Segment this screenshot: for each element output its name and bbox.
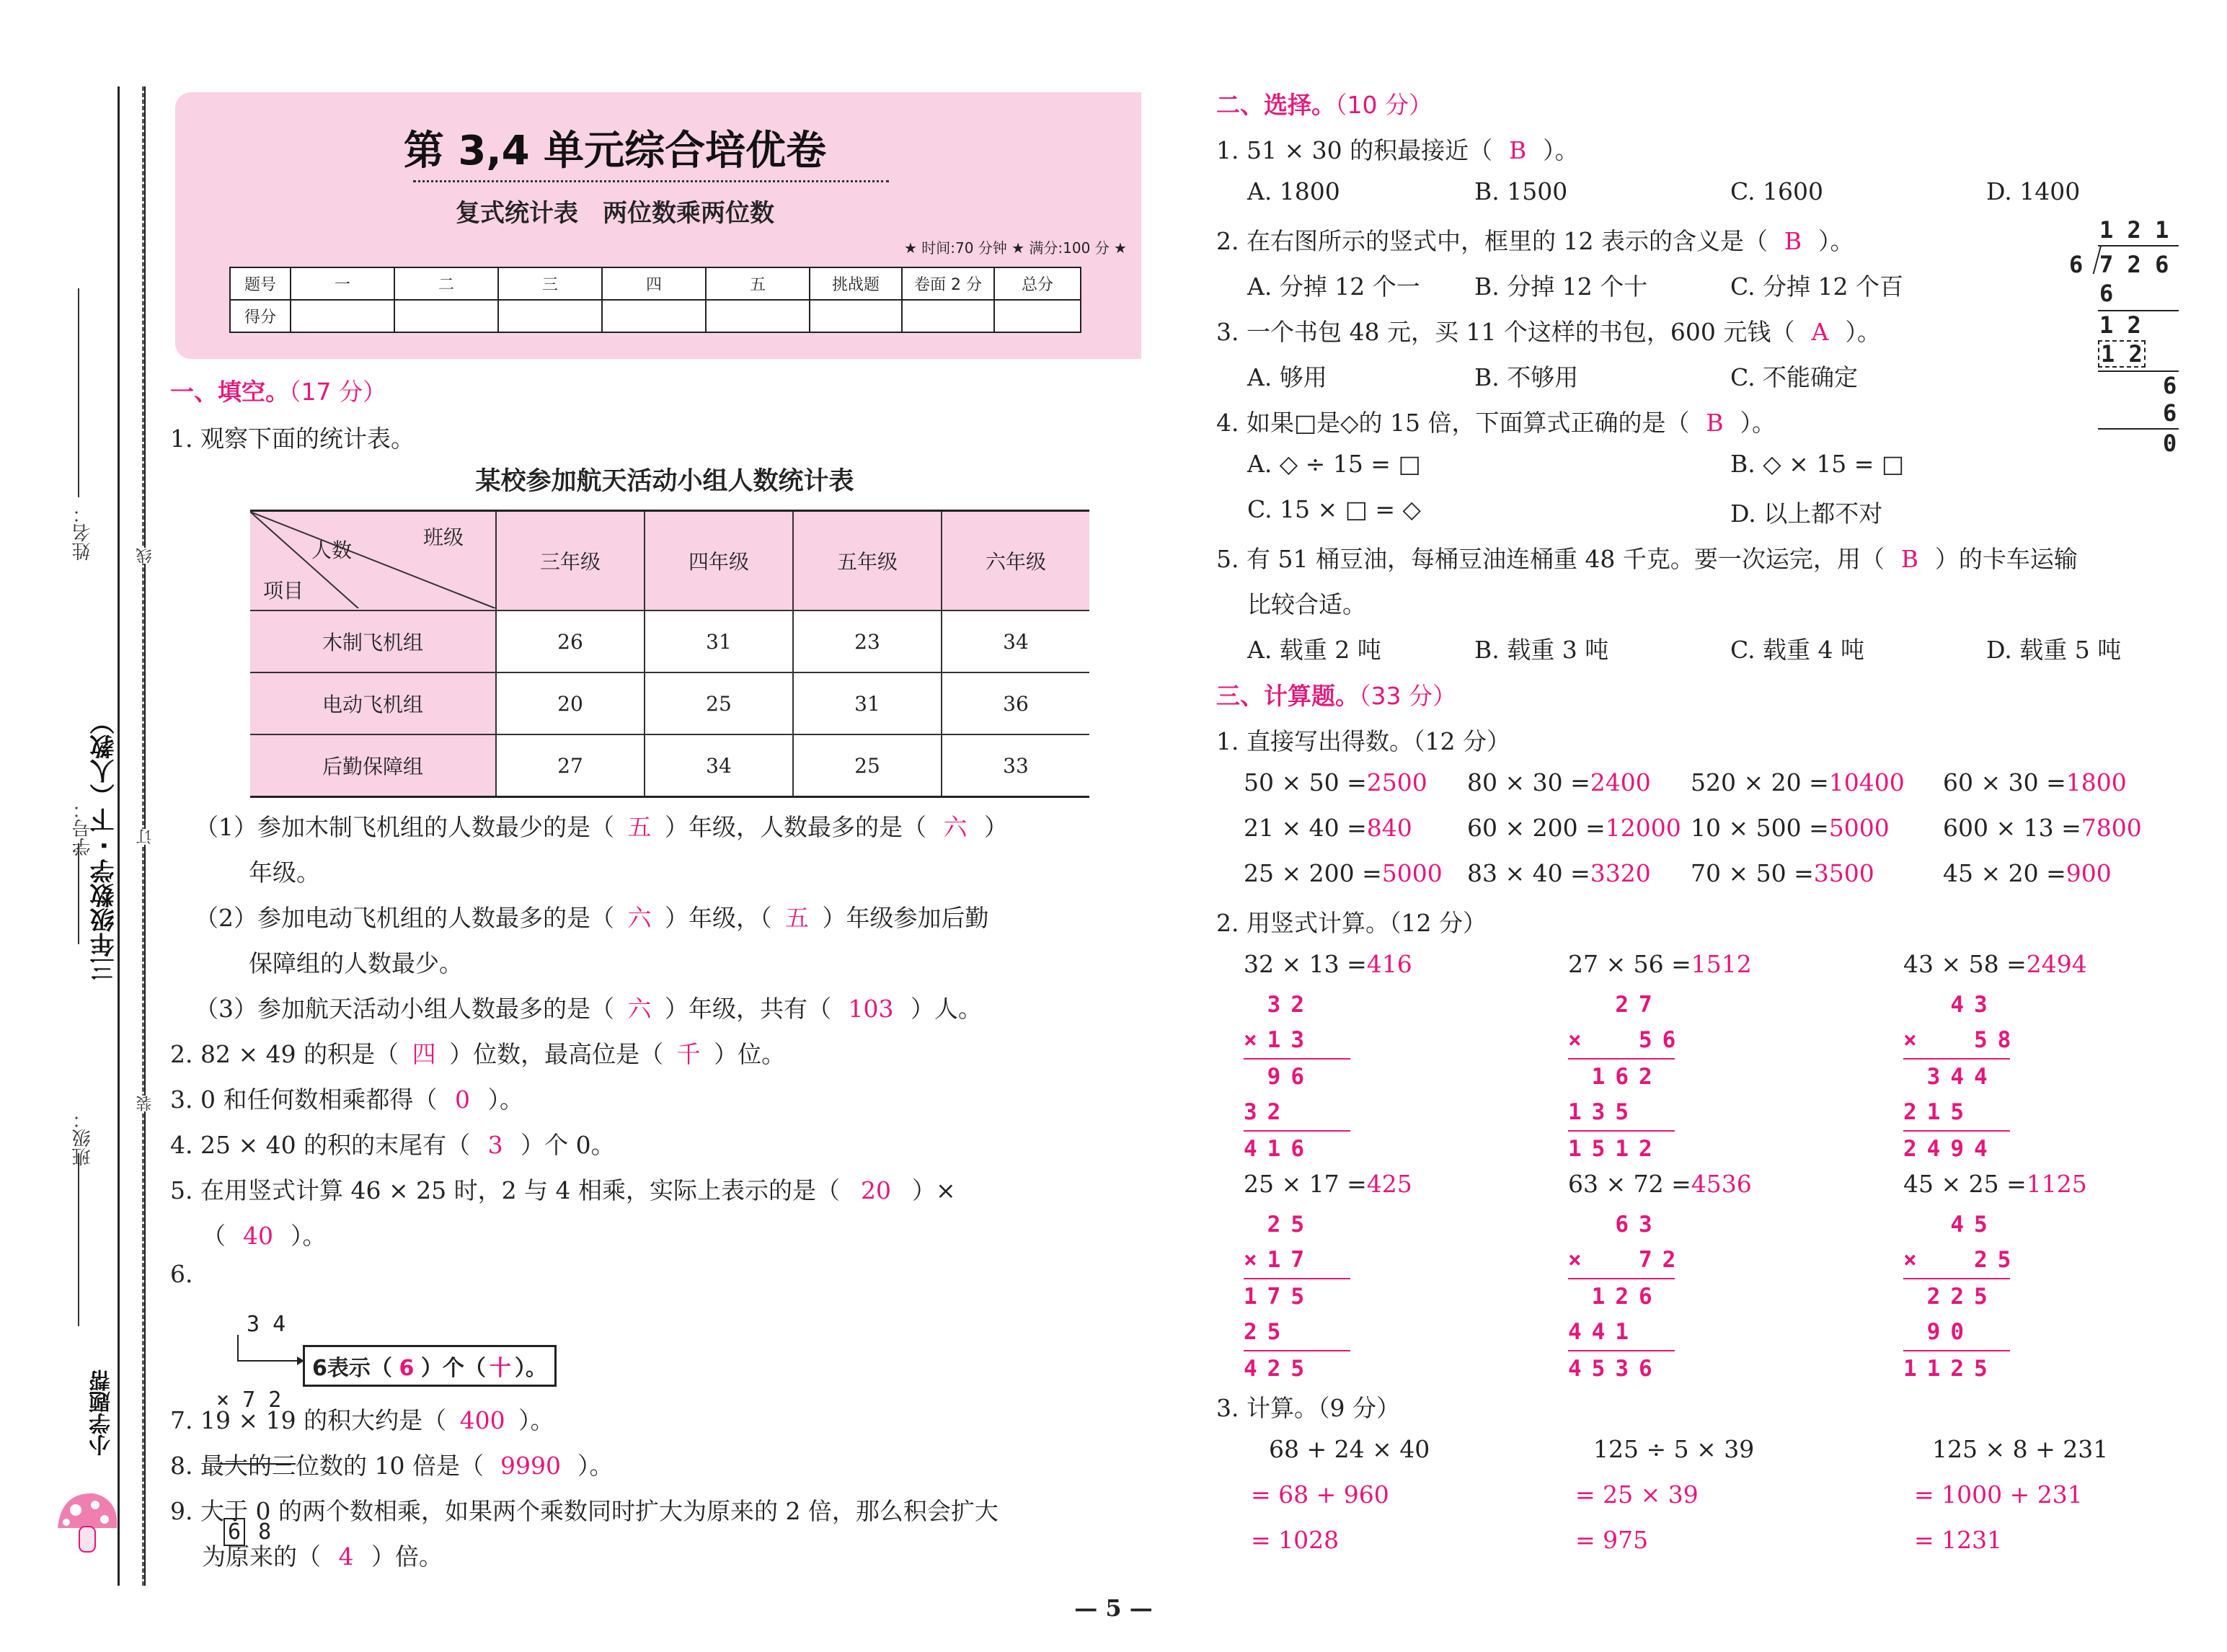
oral-answer[interactable]: 1800 (2066, 768, 2127, 796)
calc-row: 96 (1244, 1064, 1314, 1090)
oral-answer[interactable]: 2500 (1366, 768, 1427, 796)
score-input-cell[interactable] (291, 300, 394, 332)
q6-rest-digit: 8 (258, 1519, 272, 1545)
q1-1 (195, 809, 1008, 843)
section1-points: （17 分） (289, 378, 386, 406)
q-text: ）× (912, 1176, 956, 1204)
calc-row: 2494 (1903, 1136, 1998, 1162)
vert-expr: 63 × 72 = (1568, 1170, 1691, 1198)
s2-q2 (1216, 223, 1854, 257)
q-text: ）个 0。 (521, 1131, 615, 1159)
q-text: 1. 51 × 30 的积最接近（ (1216, 136, 1493, 164)
section3-heading (1216, 678, 1456, 711)
q9: 9. 大于 0 的两个数相乘，如果两个乘数同时扩大为原来的 2 倍，那么积会扩大 (170, 1497, 999, 1525)
oral-calc-item (1943, 768, 2127, 796)
s2-q4-opt-c: C. 15 × □ = ◇ (1247, 495, 1421, 523)
q-text: ）个（ (420, 1356, 486, 1381)
oral-calc-item (1467, 859, 1651, 887)
q-text: ）。 (1740, 409, 1776, 437)
oral-calc-item (1244, 859, 1443, 887)
answer-blank[interactable]: 六 (627, 904, 652, 932)
calc-step[interactable]: = 68 + 960 (1251, 1480, 1389, 1509)
calc-row: 1512 (1568, 1136, 1662, 1162)
q4 (170, 1127, 615, 1160)
vertical-calc-equation (1244, 950, 1412, 978)
oral-expr: 50 × 50 = (1244, 768, 1367, 796)
calc-expression: 125 × 8 + 231 (1932, 1435, 2109, 1463)
div-step-boxed: 1 2 (2098, 340, 2146, 368)
calc-row: ×13 (1244, 1027, 1314, 1053)
table-cell: 36 (942, 672, 1089, 734)
vert-expr: 27 × 56 = (1568, 950, 1691, 978)
oral-answer[interactable]: 7800 (2081, 814, 2142, 842)
q1-2 (195, 900, 989, 933)
calc-row: 90 (1903, 1319, 1998, 1345)
class-label: 班级： (72, 1110, 94, 1166)
oral-answer[interactable]: 12000 (1605, 814, 1681, 842)
calc-row: 215 (1903, 1099, 1998, 1125)
section2-heading (1216, 86, 1433, 120)
q7 (170, 1402, 554, 1436)
oral-expr: 25 × 200 = (1244, 859, 1382, 887)
answer-blank[interactable]: B (1706, 409, 1724, 437)
calc-row: 25 (1244, 1212, 1314, 1238)
q-text: 2. 在右图所示的竖式中，框里的 12 表示的含义是（ (1216, 227, 1768, 255)
table-cell: 25 (645, 672, 793, 734)
answer-blank[interactable]: 六 (943, 813, 968, 841)
q5-cont (202, 1217, 327, 1251)
score-table (229, 267, 1081, 333)
calc-row: 126 (1568, 1284, 1662, 1310)
answer-blank[interactable]: 0 (454, 1085, 470, 1114)
oral-calc-item (1691, 814, 1890, 842)
q-text: ）。 (1818, 227, 1854, 255)
q6-top: 3 4 (247, 1312, 286, 1337)
answer-blank[interactable]: B (1900, 545, 1919, 573)
calc-row: 27 (1568, 992, 1662, 1018)
calc-row: 225 (1903, 1284, 1998, 1310)
s2-q1-opt-a: A. 1800 (1247, 177, 1340, 205)
q1-1-cont: 年级。 (249, 858, 320, 887)
calc-step[interactable]: = 1000 + 231 (1914, 1480, 2083, 1509)
corner-class-label: 班级 (423, 525, 464, 549)
oral-answer[interactable]: 900 (2066, 859, 2112, 887)
score-head-cell: 四 (602, 267, 706, 300)
oral-expr: 10 × 500 = (1691, 814, 1829, 842)
col-header: 六年级 (942, 511, 1089, 611)
table-cell: 31 (645, 610, 793, 672)
exam-subtitle: 复式统计表 两位数乘两位数 (456, 199, 774, 228)
score-input-cell[interactable] (810, 300, 902, 332)
s2-q1-opt-b: B. 1500 (1474, 177, 1568, 205)
vertical-calc-equation (1568, 1170, 1752, 1198)
q-text: ）。 (1543, 136, 1579, 164)
s2-q4-opt-b: B. ◇ × 15 = □ (1730, 450, 1905, 478)
q-text: （1）参加木制飞机组的人数最少的是（ (195, 813, 614, 841)
table-cell: 34 (645, 734, 793, 797)
q-text: ）倍。 (371, 1542, 443, 1571)
page-number: — 5 — (1074, 1594, 1153, 1622)
s2-q3-opt-a: A. 够用 (1247, 363, 1327, 391)
oral-answer[interactable]: 5000 (1381, 859, 1443, 887)
q1-2-cont: 保障组的人数最少。 (249, 949, 463, 977)
section2-title: 二、选择。 (1216, 91, 1335, 119)
ding-label: 订 (134, 829, 156, 845)
q6-mul: × 7 2 (216, 1387, 282, 1413)
vert-expr: 32 × 13 = (1244, 950, 1367, 978)
q2 (170, 1036, 785, 1070)
oral-answer[interactable]: 3320 (1590, 859, 1651, 887)
table-row (250, 672, 1089, 734)
oral-calc-item (1244, 768, 1427, 796)
score-head-cell: 五 (706, 267, 810, 300)
div-step: 6 (2099, 280, 2114, 307)
table-cell: 20 (496, 672, 645, 734)
brand-label: 小学题帮 (89, 1369, 115, 1456)
q3 (170, 1081, 523, 1115)
div-step: 6 (2163, 399, 2177, 427)
table-row (250, 610, 1089, 672)
row-header: 木制飞机组 (250, 610, 496, 672)
vert-answer[interactable]: 2494 (2026, 950, 2087, 978)
answer-blank[interactable]: 千 (676, 1040, 701, 1068)
section3-points: （33 分） (1359, 682, 1456, 710)
vert-answer[interactable]: 1125 (2026, 1170, 2087, 1198)
zhuang-label: 装 (134, 1096, 156, 1111)
oral-expr: 21 × 40 = (1244, 814, 1367, 842)
answer-blank[interactable]: 9990 (500, 1452, 561, 1480)
q-text: 5. 有 51 桶豆油，每桶豆油连桶重 48 千克。要一次运完，用（ (1216, 545, 1885, 573)
score-head-cell: 二 (394, 267, 498, 300)
calc-row: 4536 (1568, 1356, 1662, 1382)
oral-expr: 70 × 50 = (1691, 859, 1814, 887)
class-info-label: 三年级数学 · 下（人教） (90, 710, 119, 982)
vertical-calc-work (1568, 1207, 1686, 1387)
div-step: 1 2 (2099, 311, 2141, 339)
q-text: （ (202, 1222, 226, 1250)
quotient: 1 2 1 (2099, 216, 2169, 244)
q1-3 (195, 990, 982, 1024)
s2-q1 (1216, 132, 1579, 166)
vertical-calc-equation (1568, 950, 1752, 978)
q-text: ）。 (514, 1356, 547, 1381)
title-divider (413, 180, 889, 182)
score-row-label: 得分 (230, 300, 291, 332)
answer-blank[interactable]: B (1508, 136, 1527, 164)
oral-calc-item (1244, 814, 1412, 842)
q5 (170, 1172, 956, 1206)
answer-blank[interactable]: 六 (627, 995, 652, 1023)
calc-step[interactable]: = 25 × 39 (1575, 1480, 1699, 1509)
time-info: ★ 时间:70 分钟 ★ 满分:100 分 ★ (903, 239, 1127, 257)
s2-q5 (1216, 541, 2078, 574)
calc-row: 441 (1568, 1319, 1662, 1345)
q6-boxed-digit: 6 (223, 1518, 245, 1546)
oral-calc-item (1943, 859, 2112, 887)
xian-label: 线 (134, 548, 156, 564)
answer-blank[interactable]: 3 (487, 1131, 503, 1159)
calc-expression: 125 ÷ 5 × 39 (1593, 1435, 1755, 1463)
q-text: 为原来的（ (202, 1542, 321, 1571)
answer-blank[interactable]: 五 (785, 904, 809, 932)
answer-blank[interactable]: 103 (848, 995, 894, 1023)
calc-row: 63 (1568, 1212, 1662, 1238)
q-text: 6表示（ (312, 1356, 392, 1381)
q-text: ）。 (291, 1222, 327, 1250)
row-header: 后勤保障组 (250, 734, 496, 797)
calc-expression: 68 + 24 × 40 (1269, 1435, 1430, 1463)
vert-expr: 45 × 25 = (1903, 1170, 2027, 1198)
oral-expr: 520 × 20 = (1691, 768, 1829, 796)
s2-q1-opt-d: D. 1400 (1986, 177, 2081, 205)
table-cell: 31 (793, 672, 942, 734)
calc-row: ×17 (1244, 1247, 1314, 1273)
calc-row: × 25 (1903, 1247, 2022, 1273)
q-text: ）位数，最高位是（ (449, 1040, 664, 1068)
answer-blank[interactable]: 20 (861, 1176, 892, 1204)
section3-title: 三、计算题。 (1216, 682, 1359, 710)
oral-calc-item (1467, 768, 1651, 796)
s2-q3-opt-c: C. 不能确定 (1730, 363, 1859, 391)
oral-answer[interactable]: 840 (1366, 814, 1412, 842)
oral-calc-item (1691, 859, 1874, 887)
s3-q1: 1. 直接写出得数。（12 分） (1216, 727, 1510, 755)
calc-row: 1125 (1903, 1356, 1998, 1382)
section1-heading (170, 373, 386, 407)
score-input-cell[interactable] (498, 300, 602, 332)
calc-row: 45 (1903, 1212, 1998, 1238)
score-head-cell: 题号 (230, 267, 291, 300)
oral-expr: 600 × 13 = (1943, 814, 2081, 842)
answer-blank[interactable]: B (1784, 227, 1802, 255)
calc-row: 344 (1903, 1064, 1998, 1090)
oral-answer[interactable]: 3500 (1813, 859, 1874, 887)
q-text: ）。 (518, 1406, 554, 1434)
oral-calc-item (1467, 814, 1681, 842)
q-text: ）年级参加后勤 (822, 904, 989, 932)
s2-q4 (1216, 404, 1776, 438)
oral-calc-item (1943, 814, 2142, 842)
vert-answer[interactable]: 425 (1366, 1170, 1412, 1198)
dividend: 7 2 6 (2099, 251, 2169, 278)
score-head-cell: 一 (291, 267, 394, 300)
class-blank (78, 1153, 79, 1326)
s2-q5-cont: 比较合适。 (1247, 590, 1366, 618)
table-cell: 23 (793, 610, 942, 672)
answer-blank[interactable]: 400 (459, 1406, 505, 1434)
s2-q4-opt-a: A. ◇ ÷ 15 = □ (1247, 450, 1421, 478)
s2-q3-opt-b: B. 不够用 (1474, 363, 1579, 391)
vertical-calc-equation (1903, 950, 2087, 978)
calc-row: × 58 (1903, 1027, 2022, 1053)
score-input-cell[interactable] (706, 300, 810, 332)
q-text: 3. 一个书包 48 元，买 11 个这样的书包，600 元钱（ (1216, 318, 1795, 346)
oral-expr: 83 × 40 = (1467, 859, 1590, 887)
vertical-calc-work (1568, 987, 1686, 1167)
q-text: ）位。 (714, 1040, 786, 1068)
q-text: 8. 最大的三位数的 10 倍是（ (170, 1452, 484, 1480)
q-text: 5. 在用竖式计算 46 × 25 时，2 与 4 相乘，实际上表示的是（ (170, 1176, 841, 1204)
long-division-figure (2069, 216, 2184, 461)
section2-points: （10 分） (1335, 91, 1433, 119)
calc-row: 416 (1244, 1136, 1314, 1162)
name-label: 姓名： (72, 505, 94, 561)
q-text: ）年级，人数最多的是（ (665, 813, 926, 841)
stats-table (250, 510, 1089, 798)
q-text: ）。 (487, 1085, 523, 1114)
q6-answer-box (303, 1345, 557, 1387)
q-text: ）的卡车运输 (1934, 545, 2078, 573)
q-text: ）。 (577, 1452, 614, 1480)
answer-blank[interactable]: 五 (627, 813, 652, 841)
calc-row: 25 (1244, 1319, 1314, 1345)
s2-q5-opt-c: C. 载重 4 吨 (1730, 636, 1865, 664)
calc-row: 162 (1568, 1064, 1662, 1090)
score-head-cell: 挑战题 (810, 267, 902, 300)
vertical-calc-work (1903, 1207, 2021, 1387)
q6-label: 6. (170, 1260, 193, 1288)
table-cell: 26 (496, 610, 645, 672)
score-head-cell: 总分 (994, 267, 1081, 300)
score-head-cell: 三 (498, 267, 602, 300)
oral-answer[interactable]: 5000 (1828, 814, 1890, 842)
row-header: 电动飞机组 (250, 672, 496, 734)
calc-row: 425 (1244, 1356, 1314, 1382)
vert-answer[interactable]: 1512 (1691, 950, 1752, 978)
q-text: 7. 19 × 19 的积大约是（ (170, 1406, 447, 1434)
q-text: 2. 82 × 49 的积是（ (170, 1040, 399, 1068)
answer-blank[interactable]: 四 (412, 1040, 436, 1068)
diag-header-cell (250, 511, 496, 611)
table-cell: 33 (942, 734, 1089, 797)
mushroom-logo (50, 1485, 123, 1564)
s2-q1-opt-c: C. 1600 (1730, 177, 1824, 205)
answer-blank[interactable]: 40 (243, 1222, 273, 1250)
q-text: （3）参加航天活动小组人数最多的是（ (195, 995, 614, 1023)
oral-expr: 60 × 30 = (1943, 768, 2066, 796)
student-id-blank (78, 843, 79, 944)
q-text: ）人。 (911, 995, 982, 1023)
divisor: 6 (2069, 251, 2084, 278)
s3-q2: 2. 用竖式计算。（12 分） (1216, 909, 1487, 937)
answer-blank[interactable]: 4 (338, 1542, 354, 1571)
section1-title: 一、填空。 (170, 378, 289, 406)
s3-q3: 3. 计算。（9 分） (1216, 1394, 1400, 1422)
div-step: 0 (2163, 430, 2177, 457)
s2-q5-opt-d: D. 载重 5 吨 (1986, 636, 2122, 664)
q9-cont (202, 1538, 443, 1572)
calc-step[interactable]: = 1028 (1251, 1526, 1340, 1554)
q-text: ） (984, 813, 1008, 841)
oral-calc-item (1691, 768, 1905, 796)
answer-blank[interactable]: A (1811, 318, 1829, 346)
calc-step[interactable]: = 975 (1575, 1526, 1649, 1554)
q-text: ）年级，共有（ (665, 995, 831, 1023)
vertical-calc-work (1903, 987, 2021, 1167)
vert-answer[interactable]: 4536 (1691, 1170, 1752, 1198)
col-header: 三年级 (496, 511, 645, 611)
exam-header (175, 92, 1141, 359)
corner-people-label: 人数 (311, 538, 353, 562)
s2-q2-opt-b: B. 分掉 12 个十 (1474, 272, 1648, 301)
vert-expr: 43 × 58 = (1903, 950, 2027, 978)
calc-step[interactable]: = 1231 (1914, 1526, 2003, 1554)
calc-row: 135 (1568, 1099, 1662, 1125)
q-text: 3. 0 和任何数相乘都得（ (170, 1085, 438, 1114)
calc-row: 175 (1244, 1284, 1314, 1310)
score-input-cell[interactable] (394, 300, 498, 332)
s2-q4-opt-d: D. 以上都不对 (1730, 499, 1883, 528)
q6-arrow (203, 1333, 304, 1384)
q-text: 4. 25 × 40 的积的末尾有（ (170, 1131, 471, 1159)
corner-item-label: 项目 (263, 579, 304, 603)
calc-row: 32 (1244, 992, 1314, 1018)
oral-answer[interactable]: 10400 (1828, 768, 1905, 796)
vertical-calc-equation (1244, 1170, 1412, 1198)
q-text: ）年级，（ (665, 904, 772, 932)
q1-text: 1. 观察下面的统计表。 (170, 425, 415, 453)
s2-q2-opt-a: A. 分掉 12 个一 (1247, 272, 1420, 301)
col-header: 五年级 (793, 511, 942, 611)
q8 (170, 1447, 613, 1481)
score-input-cell[interactable] (994, 300, 1081, 332)
score-input-cell[interactable] (902, 300, 994, 332)
div-step: 6 (2163, 372, 2177, 399)
student-id-label: 学号： (72, 800, 94, 856)
vertical-calc-work (1244, 987, 1350, 1167)
oral-expr: 60 × 200 = (1467, 814, 1606, 842)
calc-row: × 56 (1568, 1027, 1686, 1053)
s2-q5-opt-a: A. 载重 2 吨 (1247, 636, 1381, 664)
table-row (250, 734, 1089, 797)
calc-row: × 72 (1568, 1247, 1686, 1273)
vertical-calc-equation (1903, 1170, 2087, 1198)
q-text: 4. 如果□是◇的 15 倍，下面算式正确的是（ (1216, 409, 1690, 437)
oral-expr: 45 × 20 = (1943, 859, 2066, 887)
oral-answer[interactable]: 2400 (1590, 768, 1651, 796)
s2-q2-opt-c: C. 分掉 12 个百 (1730, 272, 1904, 301)
table-cell: 34 (942, 610, 1089, 672)
vert-expr: 25 × 17 = (1244, 1170, 1367, 1198)
table-cell: 25 (793, 734, 942, 797)
vertical-calc-work (1244, 1207, 1350, 1387)
answer-blank[interactable]: 十 (489, 1356, 511, 1381)
calc-row: 32 (1244, 1099, 1314, 1125)
score-input-cell[interactable] (602, 300, 706, 332)
table-cell: 27 (496, 734, 645, 797)
q-text: ）。 (1845, 318, 1881, 346)
exam-title: 第 3,4 单元综合培优卷 (403, 128, 827, 174)
score-head-cell: 卷面 2 分 (902, 267, 994, 300)
answer-blank[interactable]: 6 (399, 1356, 415, 1381)
name-blank (78, 288, 79, 497)
s2-q5-opt-b: B. 载重 3 吨 (1474, 636, 1609, 664)
col-header: 四年级 (645, 511, 793, 611)
vert-answer[interactable]: 416 (1366, 950, 1412, 978)
calc-row: 43 (1903, 992, 1998, 1018)
s2-q3 (1216, 314, 1881, 347)
stat-table-title: 某校参加航天活动小组人数统计表 (475, 467, 854, 496)
q-text: （2）参加电动飞机组的人数最多的是（ (195, 904, 614, 932)
oral-expr: 80 × 30 = (1467, 768, 1590, 796)
